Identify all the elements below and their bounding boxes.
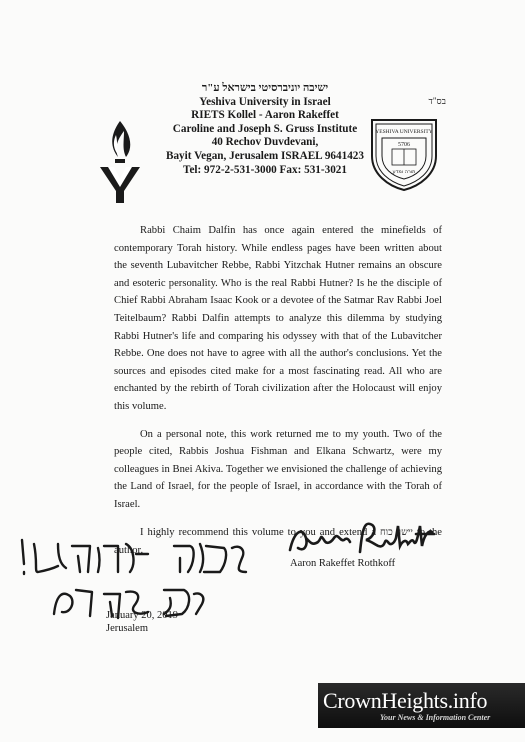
letter-place: Jerusalem: [106, 623, 148, 634]
yeshiva-university-seal: [366, 116, 442, 192]
bs-marking: בס"ד: [428, 96, 446, 106]
signature-aaron-rakeffet: [284, 512, 444, 560]
signer-name: Aaron Rakeffet Rothkoff: [290, 558, 396, 569]
letterhead-hebrew-name: ישיבה יוניברסיטי בישראל ע"ר: [201, 82, 329, 94]
svg-text:תורה ומדע: תורה ומדע: [392, 169, 416, 175]
letterhead-line: RIETS Kollel - Aaron Rakeffet: [191, 109, 339, 122]
letterhead-line: Bayit Vegan, Jerusalem ISRAEL 9641423: [166, 149, 364, 162]
svg-text:5706: 5706: [398, 142, 410, 148]
watermark-title: CrownHeights.info: [323, 688, 488, 713]
watermark-tagline: Your News & Information Center: [380, 713, 491, 722]
letter-date: January 20, 2019: [106, 610, 179, 621]
body-text-run: I highly recommend this volume to you and extend a: [140, 526, 381, 538]
letterhead-line: Yeshiva University in Israel: [199, 95, 331, 108]
body-paragraph: On a personal note, this work returned me to my youth. Two of the people cited, Rabbis Joshua Fishman and Elkana Schwartz, were my colleagues in Bnei Akiva. Together we envisioned the challenge of achieving the Land of Israel, for the people of Israel, in accordance with the Torah of Israel.: [114, 428, 442, 510]
body-paragraph: Rabbi Chaim Dalfin has once again entered the minefields of contemporary Torah history. While endless pages have been written about the seventh Lubavitcher Rebbe, Rabbi Yitzchak Hutner remains an obscure and esoteric personality. Who is the real Rabbi Hutner? Is he the disciple of Chief Rabbi Abraham Isaac Kook or a devotee of the Satmar Rav Rabbi Joel Teitelbaum? Rabbi Dalfin attempts to analyze this dilemma by studying Rabbi Hutner's life and comparing his odyssey with that of the Lubavitcher Rebbe. One does not have to agree with all the author's conclusions. Yet the sources and episodes cited make for a most fascinating read. All who are enchanted by the rebirth of Torah civilization after the Holocaust will enjoy this volume.: [114, 225, 442, 412]
body-text-run: to the author.: [114, 526, 442, 557]
letterhead-line: Tel: 972-2-531-3000 Fax: 531-3021: [183, 163, 347, 176]
hebrew-phrase: יישר כוח: [380, 527, 413, 538]
letterhead: [150, 82, 380, 177]
svg-text:YESHIVA UNIVERSITY: YESHIVA UNIVERSITY: [375, 129, 433, 135]
letter-body: [114, 222, 442, 560]
letterhead-line: 40 Rechov Duvdevani,: [211, 136, 319, 149]
letterhead-line: Caroline and Joseph S. Gruss Institute: [172, 122, 358, 135]
yeshiva-university-torch-logo: [94, 117, 144, 207]
